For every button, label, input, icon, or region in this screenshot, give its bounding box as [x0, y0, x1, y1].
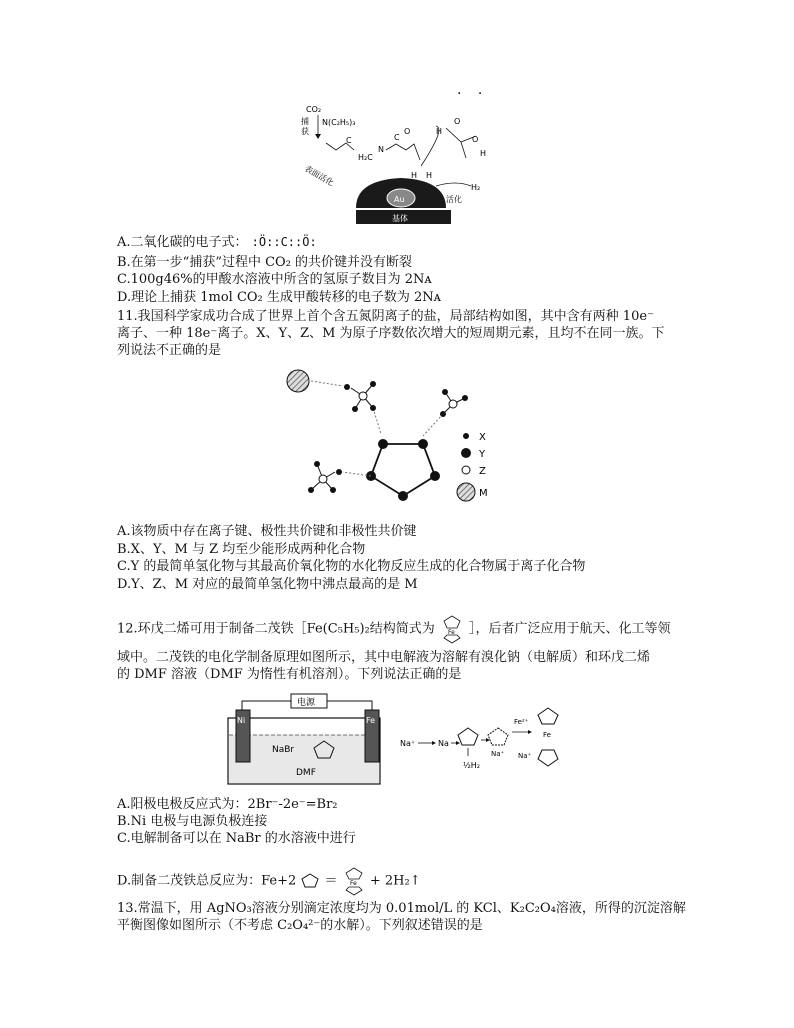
q11-stem-line2: 离子、一种 18e⁻离子。X、Y、Z、M 为原子序数依次增大的短周期元素，且均不在同一族。下 [117, 326, 665, 341]
legend-y: Y [479, 449, 486, 460]
q11-option-d: D.Y、Z、M 对应的最简单氢化物中沸点最高的是 M [117, 577, 418, 592]
q12-option-b: B.Ni 电极与电源负极连接 [117, 814, 268, 829]
na-plus-label: Na⁺ [400, 739, 416, 748]
q12-stem-line1: 12.环戊二烯可用于制备二茂铁［Fe(C₅H₅)₂结构简式为 Fe ］，后者广泛应用于航天、化工等领 [117, 614, 671, 644]
half-h2-label: ½H₂ [463, 761, 480, 770]
q11-option-a: A.该物质中存在离子键、极性共价键和非极性共价键 [117, 524, 417, 539]
capture-label-2: 获 [301, 127, 309, 136]
q12-option-c: C.电解制备可以在 NaBr 的水溶液中进行 [117, 831, 356, 846]
c-atom-2: C [394, 133, 400, 142]
legend-x: X [479, 432, 486, 443]
q10-option-b: B.在第一步“捕获”过程中 CO₂ 的共价键并没有断裂 [117, 255, 413, 270]
h2-label: H₂ [471, 183, 481, 192]
q11-stem-line1: 11.我国科学家成功合成了世界上首个含五氮阴离子的盐，局部结构如图，其中含有两种 10e⁻ [117, 309, 654, 324]
c-atom-1: C [346, 136, 352, 145]
q11-option-b: B.X、Y、M 与 Z 均至少能形成两种化合物 [117, 542, 366, 557]
activation-label: 活化 [446, 195, 462, 204]
h-atom-4: H [480, 149, 487, 158]
ferrocene-fe-label: Fe [447, 629, 455, 636]
h2c-label: H₂C [358, 153, 373, 162]
power-source-label: 电源 [297, 698, 316, 708]
q12-stem-line2: 域中。二茂铁的电化学制备原理如图所示，其中电解液为溶解有溴化钠（电解质）和环戊二烯 [117, 650, 651, 665]
cyclopentadiene-icon [300, 873, 320, 889]
q10-mechanism-figure [296, 98, 516, 230]
top-dots: · · [457, 86, 489, 102]
h-atom-3: H [436, 127, 443, 136]
q13-stem-line1: 13.常温下，用 AgNO₃溶液分别滴定浓度均为 0.01mol/L 的 KCl、K₂C₂O₄溶液，所得的沉淀溶解 [117, 901, 686, 916]
co2-label: CO₂ [306, 105, 322, 114]
q12-stem-line3: 的 DMF 溶液（DMF 为惰性有机溶剂）。下列说法正确的是 [117, 667, 462, 682]
h-atom-2: H [426, 171, 433, 180]
legend-z: Z [479, 466, 486, 477]
q11-structure-figure [283, 364, 513, 514]
amine-label: N(C₂H₅)₃ [322, 118, 356, 127]
ferrocene-fe-label-2: Fe [543, 731, 551, 739]
ferrocene-icon-2 [342, 866, 366, 896]
au-label: Au [394, 195, 405, 204]
n-atom: N [378, 145, 384, 154]
q11-stem-line3: 列说法不正确的是 [117, 343, 222, 358]
q13-stem-line2: 平衡图像如图所示（不考虑 C₂O₄²⁻的水解）。下列叙述错误的是 [117, 918, 483, 933]
o-atom: O [404, 127, 411, 136]
ferrocene-icon [439, 614, 465, 644]
surface-activation-label: 表面活化 [303, 163, 336, 188]
o-atom-2: O [454, 117, 461, 126]
capture-label-1: 捕 [301, 117, 309, 126]
q11-option-c: C.Y 的最简单氢化物与其最高价氧化物的水化物反应生成的化合物属于离子化合物 [117, 559, 586, 574]
h-atom-1: H [411, 171, 418, 180]
fe-electrode-label: Fe [366, 716, 376, 725]
q12-option-a: A.阳极电极反应式为：2Br⁻-2e⁻=Br₂ [117, 797, 338, 812]
substrate-label: 基体 [392, 214, 408, 223]
q10-option-d: D.理论上捕获 1mol CO₂ 生成甲酸转移的电子数为 2Nᴀ [117, 290, 442, 305]
ni-electrode-label: Ni [237, 716, 246, 725]
ferrocene-fe-label-3: Fe [349, 880, 357, 887]
q10-option-c: C.100g46%的甲酸水溶液中所含的氢原子数目为 2Nᴀ [117, 272, 432, 287]
q12-electrolysis-figure [224, 690, 384, 790]
o-atom-3: O [472, 135, 479, 144]
q12-mechanism-figure [398, 706, 578, 776]
legend-m: M [479, 488, 488, 499]
nabr-label: NaBr [272, 745, 295, 755]
dmf-label: DMF [296, 768, 316, 778]
na-plus-label-3: Na⁺ [518, 752, 532, 760]
q12-option-d: D.制备二茂铁总反应为：Fe+2 ＝ Fe + 2H₂↑ [117, 866, 421, 896]
na-plus-label-2: Na⁺ [491, 750, 505, 758]
na-label: Na [438, 739, 449, 748]
q10-option-a: A.二氧化碳的电子式： :Ö::C::Ö: [117, 235, 317, 250]
fe2-label: Fe²⁺ [514, 718, 529, 726]
